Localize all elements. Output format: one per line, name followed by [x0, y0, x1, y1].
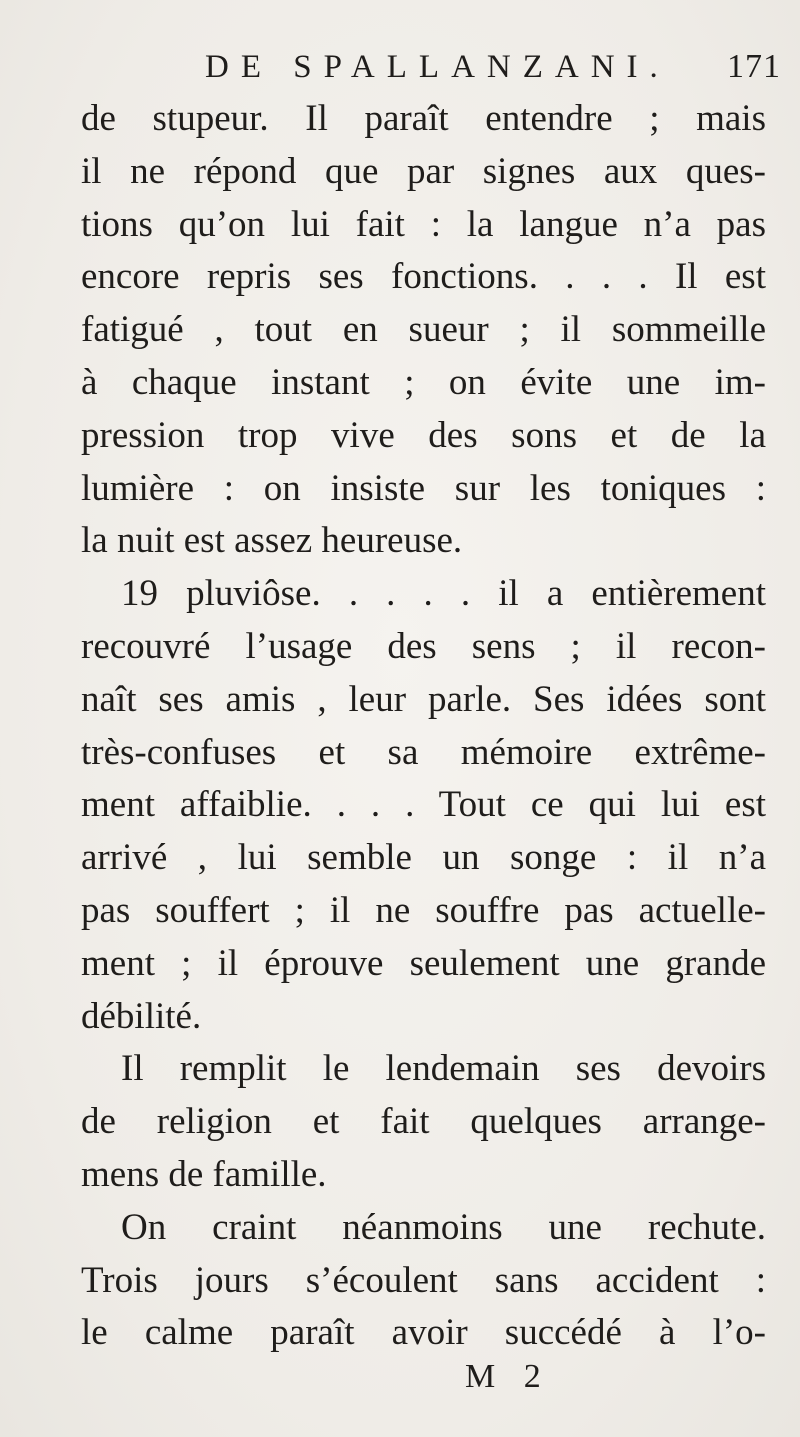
body-text [81, 93, 766, 1360]
page-header [205, 42, 781, 92]
text-line: recouvré l’usage des sens ; il recon- [81, 625, 766, 667]
text-line: ment ; il éprouve seulement une grande [81, 942, 766, 984]
text-line: Il remplit le lendemain ses devoirs [121, 1048, 766, 1090]
text-line: pression trop vive des sons et de la [81, 414, 766, 456]
text-line: à chaque instant ; on évite une im- [81, 361, 766, 403]
text-line: ment affaiblie. . . . Tout ce qui lui est [81, 784, 766, 826]
text-line: la nuit est assez heureuse. [81, 520, 463, 562]
signature-mark: M 2 [465, 1358, 551, 1395]
text-line: Trois jours s’écoulent sans accident : [81, 1259, 766, 1301]
text-line: fatigué , tout en sueur ; il sommeille [81, 309, 766, 351]
text-line: pas souffert ; il ne souffre pas actuelle- [81, 889, 766, 931]
text-line: naît ses amis , leur parle. Ses idées sont [81, 678, 766, 720]
text-line: lumière : on insiste sur les toniques : [81, 467, 766, 509]
text-line: débilité. [81, 995, 202, 1037]
text-line: il ne répond que par signes aux ques- [81, 150, 766, 192]
page-number: 171 [727, 48, 781, 85]
text-line: de religion et fait quelques arrange- [81, 1101, 766, 1143]
text-line: arrivé , lui semble un songe : il n’a [81, 837, 766, 879]
text-line: tions qu’on lui fait : la langue n’a pas [81, 203, 766, 245]
text-line: 19 pluviôse. . . . . il a entièrement [121, 573, 766, 615]
text-line: encore repris ses fonctions. . . . Il est [81, 256, 766, 298]
text-line: mens de famille. [81, 1153, 327, 1195]
running-title: DE SPALLANZANI. [205, 49, 670, 85]
text-line: de stupeur. Il paraît entendre ; mais [81, 98, 766, 139]
text-line: très-confuses et sa mémoire extrême- [81, 731, 766, 773]
text-line: le calme paraît avoir succédé à l’o- [81, 1312, 766, 1354]
text-line: On craint néanmoins une rechute. [121, 1206, 766, 1248]
